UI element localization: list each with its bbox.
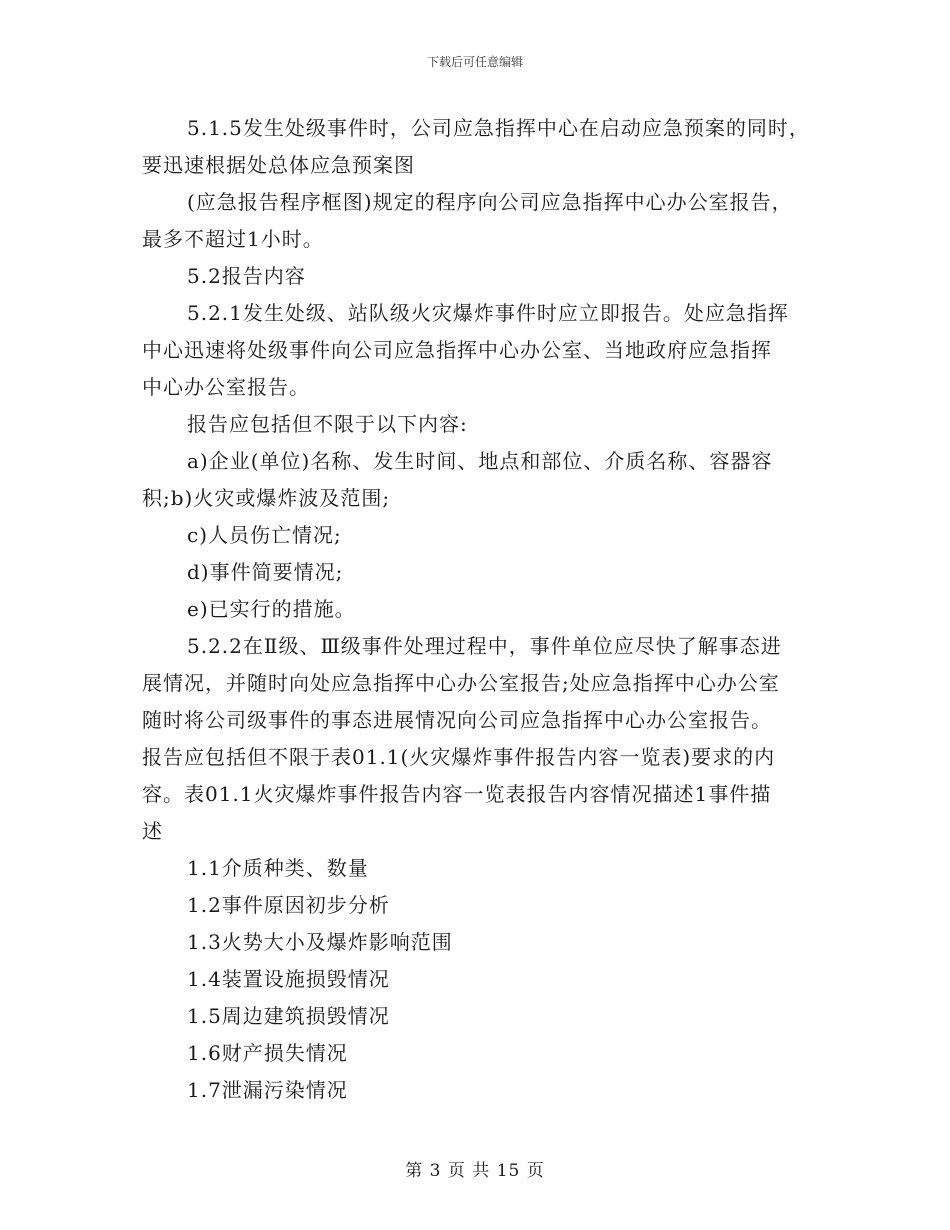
text-line: 容。表01.1火灾爆炸事件报告内容一览表报告内容情况描述1事件描 xyxy=(142,782,772,806)
text-line: 5.1.5发生处级事件时，公司应急指挥中心在启动应急预案的同时， xyxy=(187,116,810,140)
text-line: c)人员伤亡情况; xyxy=(187,523,342,547)
text-line: 1.2事件原因初步分析 xyxy=(187,893,390,917)
text-line: 1.5周边建筑损毁情况 xyxy=(187,1004,390,1028)
text-line: d)事件简要情况; xyxy=(187,560,344,584)
text-line: 1.3火势大小及爆炸影响范围 xyxy=(187,930,453,954)
page-number: 第 3 页 共 15 页 xyxy=(405,1161,545,1181)
page-header: 下载后可任意编辑 xyxy=(426,55,523,69)
text-line: 1.4装置设施损毁情况 xyxy=(187,967,390,991)
text-line: 5.2报告内容 xyxy=(187,264,306,288)
text-line: 1.7泄漏污染情况 xyxy=(187,1078,348,1102)
text-line: (应急报告程序框图)规定的程序向公司应急指挥中心办公室报告， xyxy=(187,190,793,214)
text-line: 随时将公司级事件的事态进展情况向公司应急指挥中心办公室报告。 xyxy=(142,708,772,732)
text-line: 最多不超过1小时。 xyxy=(142,227,324,251)
text-line: 中心迅速将处级事件向公司应急指挥中心办公室、当地政府应急指挥 xyxy=(142,338,772,362)
text-line: 报告应包括但不限于表01.1(火灾爆炸事件报告内容一览表)要求的内 xyxy=(142,745,776,769)
text-line: e)已实行的措施。 xyxy=(187,597,356,621)
text-line: 1.1介质种类、数量 xyxy=(187,856,369,880)
text-line: 展情况，并随时向处应急指挥中心办公室报告;处应急指挥中心办公室 xyxy=(142,671,780,695)
text-line: 1.6财产损失情况 xyxy=(187,1041,348,1065)
document-body xyxy=(142,110,822,1109)
text-line: 5.2.2在Ⅱ级、Ⅲ级事件处理过程中，事件单位应尽快了解事态进 xyxy=(187,634,782,658)
text-line: 述 xyxy=(142,819,163,843)
text-line: 中心办公室报告。 xyxy=(142,375,310,399)
text-line: 积;b)火灾或爆炸波及范围; xyxy=(142,486,391,510)
text-line: a)企业(单位)名称、发生时间、地点和部位、介质名称、容器容 xyxy=(187,449,773,473)
text-line: 报告应包括但不限于以下内容: xyxy=(187,412,468,436)
text-line: 5.2.1发生处级、站队级火灾爆炸事件时应立即报告。处应急指挥 xyxy=(187,301,789,325)
text-line: 要迅速根据处总体应急预案图 xyxy=(142,153,415,177)
